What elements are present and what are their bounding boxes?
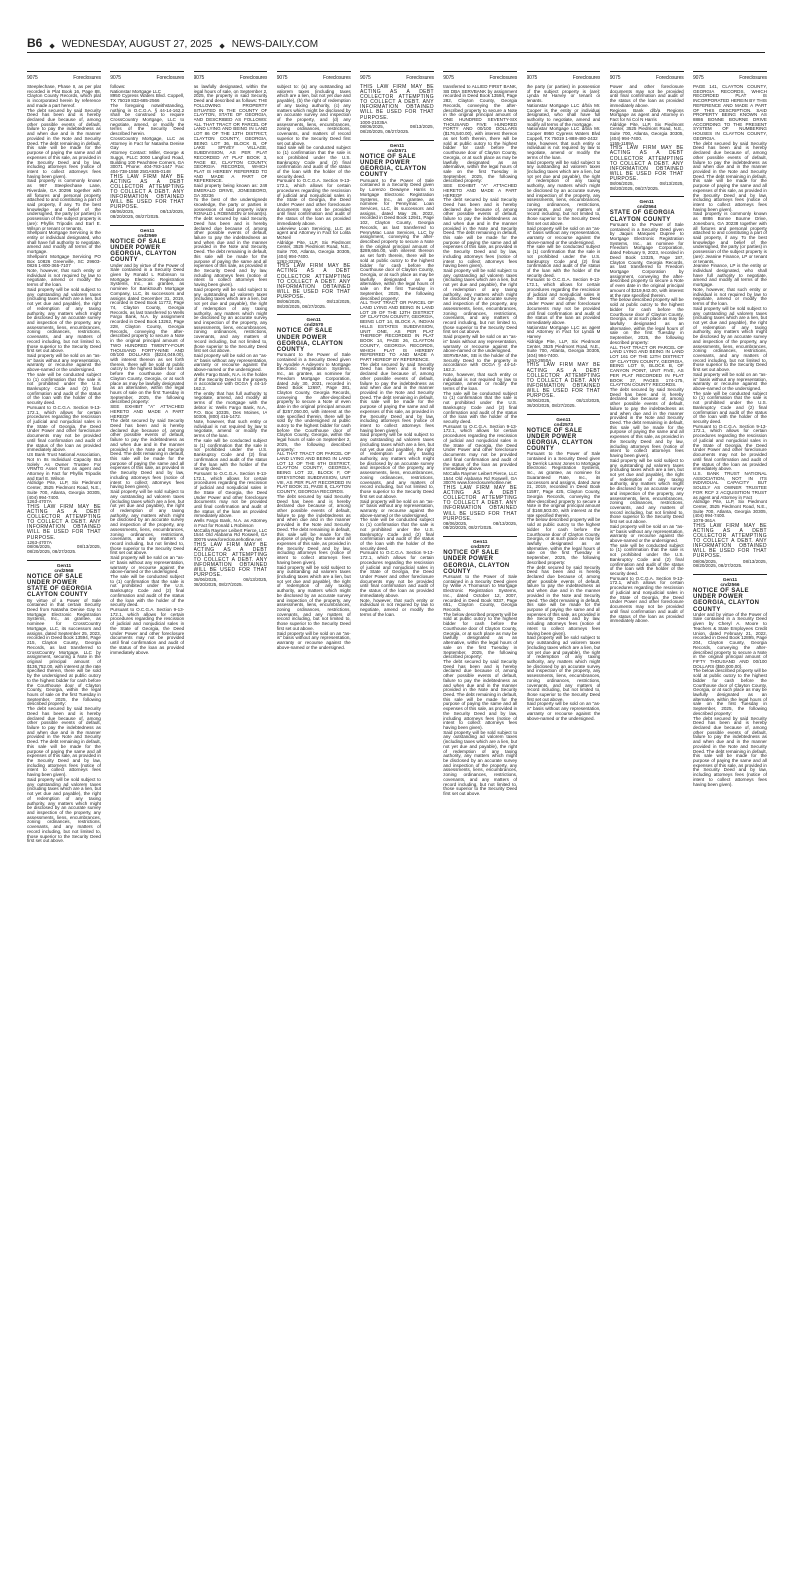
notice-code: cnd2569: [137, 233, 157, 239]
notice-paragraph: Wells Fargo Bank, N.A. as Attorney in Fact for Ronald L Robinson: [193, 518, 268, 528]
notice-paragraph: Pursuant to O.C.G.A. Section 9-13-172.1, which allows for certain procedures regarding the rescission of judicial and nonjudicial sales in the State of Georgia, the Deed Under Power and other foreclosure documents may not be provided until final confirmation and audit of the status of the loan as provided immediately above.: [443, 423, 518, 472]
notice-paragraph: Said property will be sold on an "as-is" basis without any representation, warranty or recourse against the above-named or the undersigned.: [110, 555, 185, 575]
debt-collector-disclaimer: THIS LAW FIRM MAY BE ACTING AS A DEBT COLLECTOR ATTEMPTING TO COLLECT A DEBT. ANY INFORMATION OBTAINED WILL BE USED FOR THAT PURPOSE.: [693, 522, 767, 560]
notice-paragraph: The sale will be conducted subject to (1) confirmation that the sale is not prohibited under the U.S. Bankruptcy Code and (2) final confirmation and audit of the status of the loan with the holder of the security deed.: [27, 371, 101, 406]
diamond-icon: ◆: [49, 43, 55, 50]
column-header: [443, 71, 517, 85]
debt-collector-disclaimer: THIS LAW FIRM MAY BE ACTING AS A DEBT COLLECTOR ATTEMPTING TO COLLECT A DEBT. ANY INFORMATION OBTAINED WILL BE USED FOR THAT PURPOSE.: [27, 503, 101, 541]
notice-paragraph: Under and by virtue of the Power of Sale contained in a Security Deed given by Ronald L Robinson to Mortgage Electronic Registration Systems, Inc., as grantee, as nominee for BankSouth Mortgage Company, LLC, its successors and assigns dated December 31, 2019, recorded in Deed Book 11772, Page 74, Clayton County, Georgia Records, as last transferred to Wells Fargo Bank, N.A. by assignment recorded in Deed Book 13262, Page 228, Clayton County, Georgia Records, conveying the after-described property to secure a Note in the original principal amount of TWO HUNDRED TWENTY-FOUR THOUSAND FORTY-NINE AND 00/100 DOLLARS ($224,049.00), with interest thereon as set forth therein, there will be sold at public outcry to the highest bidder for cash before the courthouse door of Clayton County, Georgia, or at such place as may be lawfully designated as an alternative, within the legal hours of sale on the first Tuesday in September, 2025, the following described property:: [110, 262, 185, 405]
notice-paragraph: Note, however, that such entity or individual is not required by law to negotiate, amend or modify the terms of the loan.: [27, 268, 101, 288]
notice-paragraph: SEE EXHIBIT "A" ATTACHED HERETO AND MADE A PART HEREOF: [110, 404, 185, 419]
notice-code: cnd2564: [637, 205, 657, 211]
notice-code: Gen11: [556, 417, 571, 423]
notice-paragraph: Said property will be sold subject to any outstanding ad valorem taxes (including taxes which are a lien, but not yet due and payable), the right of redemption of any taxing authority, any matters which might be disclosed by an accurate survey and inspection of the property, any assessments, liens, encumbrances, zoning ordinances, restrictions, covenants, and any matters of record including, but not limited to, those superior to the Security Deed first set out above.: [276, 564, 351, 631]
notice-code: Gen11: [639, 200, 654, 206]
legal-notices-columns: [27, 71, 767, 1579]
notice-paragraph: Pursuant to O.C.G.A. Section 9-13-172.1, which allows for certain procedures regarding the rescission of judicial and nonjudicial sales in the State of Georgia, the Deed Under Power and other foreclosure documents may not be provided until final confirmation and audit of the status of the loan as provided immediately above.: [193, 470, 268, 519]
notice-paragraph: Nationstar Mortgage LLC: [110, 88, 162, 94]
notice-title: STATE OF GEORGIA CLAYTON COUNTY: [27, 586, 92, 599]
section-label: Foreclosures: [156, 75, 185, 81]
notice-paragraph: follows:: [110, 84, 126, 89]
notice-paragraph: Lakeview Loan Servicing, LLC as agent and Attorney in Fact for Lolita McNeil: [276, 225, 351, 240]
notice-column: [194, 71, 268, 1579]
notice-paragraph: The debt secured by said Security Deed has been and is hereby declared due because of, among other possible events of default, failure to pay the indebtedness as and when due and in the manner provided in the Note and Security Deed. The debt remaining in default, this sale will be made for the purpose of paying the same and all expenses of this sale, as provided in the Security Deed and by law, including attorneys fees (notice of intent to collect attorneys fees having been given).: [693, 140, 767, 212]
column-body: [360, 85, 434, 617]
notice-paragraph: The debt secured by said Security Deed has been and is hereby declared due because of, among other possible events of default, failure to pay the indebtedness as and when due and in the manner provided in the Note and Security Deed. The debt remaining in default, this sale will be made for the purpose of paying the same and all expenses of this sale, as provided in the Security Deed and by law, including attorneys fees (notice of intent to collect attorneys fees having been given).: [693, 715, 767, 787]
notice-paragraph: 08/06/2025, 08/13/2025, 08/20/2025, 08/27/2025.: [443, 520, 518, 531]
masthead: [27, 36, 765, 53]
notice-code: Gen11: [140, 228, 155, 234]
debt-collector-disclaimer: THIS LAW FIRM MAY BE ACTING AS A DEBT COLLECTOR ATTEMPTING TO COLLECT A DEBT. ANY INFORMATION OBTAINED WILL BE USED FOR THAT PURPOSE.: [193, 541, 268, 579]
notice-paragraph: Said property will be sold on an "as-is" basis without any representation, warranty or recourse against the above-named or the undersigned.: [193, 352, 268, 373]
notice-paragraph: McCalla Raymer Leibert Pierce, LLC 1544 Old Alabama Rd Roswell, GA 30076 www.foreclosurehotline.net: [193, 527, 268, 542]
notice-paragraph: Under and by virtue of the Power of Sale contained in a Security Deed given by Cheryl A. Moore to Teachers & State Employees Credit Union, dated February 21, 2022, recorded in Deed Book 12895, Page 204, Clayton County, Georgia Records, conveying the after-described property to secure a Note in the original principal amount of FIFTY THOUSAND AND 00/100 DOLLARS ($50,000.00).: [693, 611, 767, 669]
notice-column: [443, 71, 517, 1579]
section-label: Foreclosures: [73, 75, 101, 81]
notice-paragraph: The sale will be conducted subject to (1) confirmation that the sale is not prohibited under the U.S. Bankruptcy Code and (2) final confirmation and audit of the status of the loan with the holder of the security deed.: [360, 517, 434, 551]
column-header: [27, 71, 101, 85]
notice-paragraph: The debt secured by said Security Deed has been and is hereby declared due because of, among other possible events of default, failure to pay the indebtedness as and when due and in the manner provided in the Note and Security Deed. The debt remaining in default, this sale will be made for the purpose of paying the same and all expenses of this sale, as provided in the Security Deed and by law, including attorneys fees (notice of intent to collect attorneys fees having been given).: [276, 493, 351, 565]
notice-paragraph: Said property will be sold on an "as-is" basis without any representation, warranty or recourse against the above-named or the undersigned.: [609, 523, 684, 543]
notice-divider: [277, 314, 351, 315]
notice-paragraph: Note, however, that such entity or individual is not required by law to negotiate, amend or modify the terms of the loan.: [443, 371, 518, 391]
notice-paragraph: 8950 Cypress Waters Blvd. Coppell, TX 75019 833-685-2566: [110, 93, 185, 104]
notice-paragraph: Said property will be sold subject to any outstanding ad valorem taxes (including taxes which are a lien, but not yet due and payable), the right of redemption of any taxing authority, any matters which might be disclosed by an accurate survey and inspection of the property, any assessments, liens, encumbrances, zoning ordinances, restrictions, covenants, and any matters of record including, but not limited to, those superior to the Security Deed first set out above.: [526, 635, 601, 702]
notice-title: NOTICE OF SALE UNDER POWER: [693, 587, 749, 601]
notice-divider: [360, 140, 434, 141]
column-body: [110, 85, 184, 655]
notice-paragraph: 1078-361A: [693, 518, 716, 524]
notice-paragraph: The sale will be conducted subject to (1) confirmation that the sale is not prohibited under the U.S. Bankruptcy Code and (2) final confirmation and audit of the status of the loan with the holder of the security deed.: [609, 542, 684, 577]
column-header: [194, 71, 268, 85]
notice-divider: [27, 560, 101, 561]
notice-paragraph: U.S. BANK TRUST NATIONAL ASSOCIATION, NOT IN ITS INDIVIDUAL CAPACITY BUT SOLELY AS OWNER TRUSTEE FOR RCF 2 ACQUISITION TRUST as agent and Attorney in Fact: [693, 470, 767, 500]
notice-code: Gen11: [473, 540, 488, 546]
notice-paragraph: 08/06/2025, 08/13/2025, 08/20/2025, 08/27/2025.: [193, 577, 268, 588]
notice-paragraph: The below described property will be sold at public outcry to the highest bidder for cash before the Courthouse door of Clayton County, Georgia, or at such place as may be lawfully designated as an alternative, within the legal hours of sale on the first Tuesday in September, 2025, the following described property:: [693, 668, 767, 716]
notice-paragraph: The debt secured by said Security Deed has been and is hereby declared due because of, among other possible events of default, failure to pay the indebtedness as and when due and in the manner provided in the Note and Security Deed. The debt remaining in default, this sale will be made for the purpose of paying the same and all expenses of this sale, as provided in the Security Deed and by law, including attorneys fees (notice of intent to collect attorneys fees having been given).: [27, 706, 101, 778]
notice-paragraph: transferred to ALLIED FIRST BANK, SB DBA SERVBANK by assignment recorded in Deed Book 13594, Page 282, Clayton County, Georgia Records, conveying the after-described property to secure a Note in the original principal amount of ONE HUNDRED SEVENTY-SIX THOUSAND FIVE HUNDRED FORTY AND 00/100 DOLLARS ($176,540.00), with interest thereon as set forth therein, there will be sold at public outcry to the highest bidder for cash before the courthouse door of Clayton County, Georgia, or at such place as may be lawfully designated as an alternative, within the legal hours of sale on the first Tuesday in September, 2025, the following described property:: [443, 84, 518, 184]
section-label: Foreclosures: [406, 75, 434, 81]
notice-paragraph: 08/06/2025, 08/13/2025, 08/20/2025, 08/27/2025.: [276, 298, 351, 309]
notice-paragraph: Said property will be sold on an "as-is" basis without any representation, warranty or recourse against the above-named or the undersigned.: [693, 371, 767, 391]
notice-paragraph: The sale will be conducted subject to (1) confirmation that the sale is not prohibited under the U.S. Bankruptcy Code and (2) final confirmation and audit of the status of the loan with the holder of the security deed.: [443, 390, 518, 425]
notice-title: NOTICE OF SALE UNDER POWER: [360, 153, 416, 167]
notice-paragraph: SERVBANK, SB is the holder of the Security Deed to the property in accordance with OCGA § 44-14-162.2.: [443, 352, 518, 373]
notice-paragraph: The debt secured by said Security Deed has been and is hereby declared due because of, among other possible events of default, failure to pay the indebtedness as and when due and in the manner provided in the Note and Security Deed. The debt remaining in default, this sale will be made for the purpose of paying the same and all expenses of this sale, as provided in the Security Deed and by law, including attorneys fees (notice of intent to collect attorneys fees having been given).: [360, 361, 434, 433]
notice-paragraph: Pursuant to O.C.G.A. Section 9-13-172.1, which allows for certain procedures regarding the rescission of judicial and nonjudicial sales in the State of Georgia, the Deed Under Power and other foreclosure documents may not be provided until final confirmation and audit of the status of the loan as provided immediately above.: [110, 607, 185, 655]
notice-paragraph: Said property will be sold subject to any outstanding ad valorem taxes (including taxes which are a lien, but not yet due and payable), the right of redemption of any taxing authority, any matters which might be disclosed by an accurate survey and inspection of the property, any assessments, liens, encumbrances, zoning ordinances, restrictions, covenants, and any matters of record including, but not limited to, those superior to the Security Deed first set out above.: [443, 729, 518, 797]
notice-paragraph: Said property will be sold subject to any outstanding ad valorem taxes (including taxes which are a lien, but not yet due and payable), the right of redemption of any taxing authority, any matters which might be disclosed by an accurate survey and inspection of the property, any assessments, liens, encumbrances, zoning ordinances, restrictions, covenants, and any matters of record including, but not limited to, those superior to the Security Deed first set out above.: [110, 489, 185, 556]
notice-paragraph: Note, however, that such entity or individual is not required by law to negotiate, amend or modify the terms of the loan.: [360, 597, 434, 617]
notice-paragraph: US Bank Trust National Association, Not In Its Individual Capacity But Solely As Owner Trustee For VRMTG Asset Trust as agent and Attorney in Fact for Phyllis Tripodis and Earl E. Wilson: [27, 452, 101, 481]
notice-paragraph: Shellpoint Mortgage Servicing PO Box 10826 Greenville, SC 29603-0826 1-800-365-7107: [27, 253, 101, 269]
notice-paragraph: Said property will be sold on an "as-is" basis without any representation, warranty or recourse against the above-named or the undersigned.: [360, 498, 434, 518]
debt-collector-disclaimer: THIS LAW FIRM MAY BE ACTING AS A DEBT COLLECTOR ATTEMPTING TO COLLECT A DEBT. ANY INFORMATION OBTAINED WILL BE USED FOR THAT PURPOSE.: [110, 173, 185, 211]
debt-collector-disclaimer: THIS LAW FIRM MAY BE ACTING AS A DEBT COLLECTOR ATTEMPTING TO COLLECT A DEBT. ANY INFORMATION OBTAINED WILL BE USED FOR THAT PURPOSE.: [360, 84, 434, 121]
notice-code: Gen11: [306, 318, 321, 324]
notice-paragraph: To the best of the undersigneds knowledge, the party or parties in possession of said property is/are RONALD L ROBINSON or tenant(s).: [193, 197, 268, 217]
notice-paragraph: Said property will be sold subject to any outstanding ad valorem taxes (including taxes which are a lien, but not yet due and payable), the right of redemption of any taxing authority, any matters which might be disclosed by an accurate survey and inspection of the property, any assessments, liens, encumbrances, zoning ordinances, restrictions, covenants, and any matters of record including, but not limited to, those superior to the Security Deed first set out above.: [693, 305, 767, 373]
notice-paragraph: Note, however, that such entity or individual is not required by law to negotiate, amend or modify the terms of the loan.: [193, 419, 268, 439]
notice-paragraph: Attorney Contact: Miller, George & Suggs, PLLC 3000 Langford Road, Building 100 Peachtree Corners, GA 30071 Phone: 404-793-1447 Fax: 404-738-1558 25GA935-0148: [110, 150, 185, 174]
notice-paragraph: Nationstar Mortgage LLC as agent and Attorney in Fact for Lynda M Harvey: [526, 324, 601, 340]
notice-paragraph: The debt secured by said Security Deed has been and is hereby declared due because of, among other possible events of default, failure to pay the indebtedness as and when due and in the manner provided in the Note and Security Deed. The debt remaining in default, this sale will be made for the purpose of paying the same and all expenses of this sale, as provided in the Security Deed and by law, including attorneys fees (notice of intent to collect attorneys fees having been given).: [110, 418, 185, 490]
notice-paragraph: The debt secured by said Security Deed has been and is hereby declared due because of, among other possible events of default, failure to pay the indebtedness as and when due and in the manner provided in the Note and Security Deed. The debt remaining in default, this sale will be made for the purpose of paying the same and all expenses of this sale, as provided in the Security Deed and by law, including attorneys fees (notice of intent to collect attorneys fees having been given).: [443, 197, 518, 269]
notice-paragraph: The sale will be conducted subject to (1) confirmation that the sale is not prohibited under the U.S. Bankruptcy Code and (2) final confirmation and audit of the status of the loan with the holder of the security deed.: [693, 390, 767, 425]
notice-paragraph: The below described property will be sold at public outcry to the highest bidder for cash before the Courthouse door of Clayton County, Georgia, or at such place as may be lawfully designated as an alternative, within the legal hours of sale on the first Tuesday in September, 2025, the following described property:: [443, 611, 518, 660]
notice-code: cnd2572: [470, 545, 490, 551]
notice-paragraph: Aldridge Pite, LLP, Six Piedmont Center, 3525 Piedmont Road, N.E., Suite 700, Atlanta, Georgia 30305, (404) 994-7400.: [609, 121, 684, 141]
notice-paragraph: Pursuant to O.C.G.A. Section 9-13-172.1, which allows for certain procedures regarding the rescission of judicial and nonjudicial sales in the State of Georgia, the Deed Under Power and other foreclosure documents may not be provided until final confirmation and audit of the status of the loan as provided immediately above.: [609, 575, 684, 624]
notice-title: GEORGIA, CLAYTON COUNTY: [443, 562, 510, 575]
debt-collector-disclaimer: THIS LAW FIRM MAY BE ACTING AS A DEBT COLLECTOR ATTEMPTING TO COLLECT A DEBT. ANY INFORMATION OBTAINED WILL BE USED FOR THAT PURPOSE.: [443, 485, 518, 522]
notice-paragraph: 08/06/2025, 08/13/2025, 08/20/2025, 08/27/2025.: [693, 558, 767, 569]
notice-paragraph: Said sale will be conducted subject to (1) confirmation that the sale is not prohibited under the U.S. Bankruptcy Code and (2) final confirmation and audit of the status of the loan with the holder of the security deed.: [276, 145, 351, 179]
notice-paragraph: Jeanine Finance, LP is the entity or individual designated, who shall have full authority to negotiate, amend and modify all terms of the mortgage.: [693, 263, 767, 288]
notice-paragraph: PAGE 141, CLAYTON COUNTY, GEORGIA RECORDS, WHICH RECORDED PLAT IS INCORPORATED HEREIN BY THIS REFERENCE AND MADE A PART OF THIS DESCRIPTION. SAID PROPERTY BEING KNOWN AS 8886 BONNE BOURNE DRIVE ACCORDING TO THE PRESENT SYSTEM OF NUMBERING HOUSES IN CLAYTON COUNTY, GEORGIA.: [693, 84, 767, 141]
notice-paragraph: 1263-2650A: [526, 357, 552, 363]
notice-paragraph: Aldridge Pite, LLP, Six Piedmont Center, 3525 Piedmont Road, N.E., Suite 700, Atlanta, Georgia 30305, (404) 994-7400.: [526, 338, 601, 358]
notice-code: cnd2568: [54, 568, 74, 574]
notice-divider: [610, 196, 684, 197]
section-code: 9075: [193, 75, 205, 81]
notice-title: GEORGIA, CLAYTON COUNTY: [693, 600, 760, 613]
column-body: [277, 85, 351, 651]
column-header: [277, 71, 351, 85]
notice-paragraph: Shellpoint Mortgage Servicing is the entity or individual designated, who shall have full authority to negotiate, amend and modify all terms of the mortgage.: [27, 230, 101, 255]
notice-title: NOTICE OF SALE UNDER POWER: [526, 427, 583, 440]
notice-title: NOTICE OF SALE UNDER POWER: [27, 573, 83, 586]
section-code: 9075: [693, 75, 704, 81]
notice-paragraph: Pursuant to the Power of Sale contained in a Security Deed given by Ayodele A Adeyemi to Mortgage Electronic Registration Systems, Inc., as grantee, as nominee for Freedom Mortgage Corporation, dated July 30, 2021, recorded in Deed Book 12697, Page 381, Clayton County, Georgia Records, conveying the after-described property to secure a Note of even date in the original principal amount of $257,050.00, with interest at the rate specified therein, there will be sold by the undersigned at public outcry to the highest bidder for cash before the Courthouse door of Clayton County, Georgia, within the legal hours of sale on September 2, 2025, the following described property:: [276, 352, 351, 452]
notice-column: [693, 71, 767, 1579]
section-label: Foreclosures: [739, 75, 767, 81]
notice-paragraph: Note, however, that such entity or individual is not required by law to negotiate, amend or modify the terms of the loan.: [693, 286, 767, 307]
notice-paragraph: 1263-4707A: [27, 499, 52, 505]
notice-paragraph: Said property will be sold on an "as-is" basis without any representation, warranty or recourse against the above-named or the undersigned.: [27, 352, 101, 373]
notice-paragraph: Pursuant to O.C.G.A. Section 9-13-172.1, which allows for certain procedures regarding the rescission of judicial and nonjudicial sales in the State of Georgia, the Deed Under Power and other foreclosure documents may not be provided until final confirmation and audit of the status of the loan as provided immediately above.: [360, 550, 434, 598]
notice-paragraph: Pursuant to the Power of Sale contained in a Security Deed given by Jaquis Marques Dupree to Mortgage Electronic Registration Systems, Inc., as nominee for Freedom Mortgage Corporation, dated February 9, 2023, recorded in Deed Book 13325, Page 187, Clayton County, Georgia Records, as last transferred to Freedom Mortgage Corporation by assignment, conveying the after-described property to secure a Note of even date in the original principal amount of $219,942.00, with interest at the rate specified therein.: [609, 221, 684, 298]
notice-paragraph: Note, however, that such entity or individual is not required by law to negotiate, amend or modify the terms of the loan.: [526, 140, 601, 160]
notice-paragraph: McCalla Raymer Leibert Pierce, LLC 1544 Old Alabama Rd Roswell, GA 30076 www.foreclosurehotline.net: [443, 470, 518, 486]
debt-collector-disclaimer: THIS LAW FIRM MAY BE ACTING AS A DEBT COLLECTOR ATTEMPTING TO COLLECT A DEBT. ANY INFORMATION OBTAINED WILL BE USED FOR THAT PURPOSE.: [609, 145, 684, 182]
notice-paragraph: Steeplechase, Phase II, as per plat recorded in Plat Book 16, Page 88, Clayton County Records, which plat is incorporated herein by reference and made a part hereof.: [27, 84, 101, 108]
notice-paragraph: SEE EXHIBIT "A" ATTACHED HERETO AND MADE A PART HEREOF: [443, 183, 518, 198]
issue-date: WEDNESDAY, AUGUST 27, 2025: [61, 39, 213, 50]
notice-paragraph: Said property will be sold subject to any outstanding ad valorem taxes (including taxes which are a lien, but not yet due and payable), the right of redemption of any taxing authority, any matters which might be disclosed by an accurate survey and inspection of the property, any assessments, liens, encumbrances, zoning ordinances, restrictions, covenants, and any matters of record including, but not limited to, those superior to the Security Deed first set out above.: [609, 457, 684, 525]
notice-paragraph: 08/06/2025, 08/13/2025, 08/20/2025, 08/27/2025.: [110, 209, 185, 220]
section-code: 9075: [526, 75, 538, 81]
notice-paragraph: Pursuant to O.C.G.A. Section 9-13-172.1, which allows for certain procedures regarding the rescission of judicial and nonjudicial sales in the State of Georgia, the Deed Under Power and other foreclosure documents may not be provided until final confirmation and audit of the status of the loan as provided immediately above.: [693, 423, 767, 472]
notice-title: NOTICE OF SALE UNDER POWER: [443, 550, 500, 563]
diamond-icon: ◆: [219, 43, 225, 50]
notice-paragraph: ALL THAT TRACT OR PARCEL OF LAND LYING AND BEING IN LAND LOT 12 OF THE 6TH DISTRICT, CLAYTON COUNTY, GEORGIA, BEING LOT 22, BLOCK F, OF GREYSTONE SUBDIVISION, UNIT VIII, AS PER PLAT RECORDED IN PLAT BOOK 31, PAGE 8, CLAYTON COUNTY, GEORGIA RECORDS.: [276, 451, 351, 495]
notice-paragraph: The sale will be conducted subject to (1) confirmation that the sale is not prohibited under the U.S. Bankruptcy Code and (2) final confirmation and audit of the status of the loan with the holder of the security deed.: [110, 574, 185, 608]
notice-paragraph: The below described property will be sold at public outcry to the highest bidder for cash before the Courthouse door of Clayton County, Georgia, or at such place as may be lawfully designated as an alternative, within the legal hours of sale on the first Tuesday in September, 2025, the following described property:: [526, 517, 601, 565]
notice-paragraph: Said property will be sold on an "as-is" basis without any representation, warranty or recourse against the above-named or the undersigned.: [443, 334, 518, 354]
notice-paragraph: ALL THAT TRACT OR PARCEL OF LAND LYING AND BEING IN LAND LOT 161 OF THE 12TH DISTRICT OF CLAYTON COUNTY, GEORGIA, BEING LOT 9, BLOCK B, OF CANYON POINT, UNIT FIVE, AS PER PLAT RECORDED IN PLAT BOOK 37, PAGES 174-175, CLAYTON COUNTY RECORDS.: [609, 344, 684, 388]
notice-paragraph: Said property will be sold subject to any outstanding ad valorem taxes (including taxes which are a lien, but not yet due and payable), the right of redemption of any taxing authority, any matters which might be disclosed by an accurate survey and inspection of the property, any assessments, liens, encumbrances, zoning ordinances, restrictions, covenants, and any matters of record including, but not limited to, those superior to the Security Deed first set out above.: [27, 286, 101, 354]
notice-title: GEORGIA, CLAYTON COUNTY: [526, 439, 593, 453]
notice-paragraph: The debt secured by said Security Deed has been and is hereby declared due because of, among other possible events of default, failure to pay the indebtedness as and when due and in the manner provided in the Note and Security Deed. The debt remaining in default, this sale will be made for the purpose of paying the same and all expenses of this sale, as provided in the Security Deed and by law, including attorneys fees (notice of intent to collect attorneys fees having been given).: [526, 564, 601, 636]
column-header: [610, 71, 684, 85]
column-body: [693, 85, 767, 787]
section-code: 9075: [609, 75, 621, 81]
section-label: Foreclosures: [572, 75, 601, 81]
notice-paragraph: Said property will be sold subject to any outstanding ad valorem taxes (including taxes which are a lien, but not yet due and payable), the right of redemption of any taxing authority, any matters which might be disclosed by an accurate survey and inspection of the property, any assessments, liens, encumbrances, zoning ordinances, restrictions, covenants, and any matters of record including, but not limited to, those superior to the Security Deed first set out above.: [27, 776, 101, 844]
notice-paragraph: The debt secured by said Security Deed has been and is hereby declared due because of, among other possible events of default, failure to pay the indebtedness as and when due and in the manner provided in the Note and Security Deed. The debt remaining in default, this sale will be made for the purpose of paying the same and all expenses of this sale, as provided in the Security Deed and by law, including attorneys fees (notice of intent to collect attorneys fees having been given).: [443, 658, 518, 730]
notice-code: cnd2573: [553, 422, 574, 428]
notice-code: cnd2570: [304, 323, 324, 329]
notice-paragraph: The debt secured by said Security Deed has been and is hereby declared due because of, among other possible events of default, failure to pay the indebtedness as and when due and in the manner provided in the Note and Security Deed. The debt remaining in default, this sale will be made for the purpose of paying the same and all expenses of this sale, as provided in the Security Deed and by law, including attorneys fees (notice of intent to collect attorneys fees having been given).: [609, 387, 684, 459]
notice-paragraph: Said property will be sold on an "as-is" basis without any representation, warranty or recourse against the above-named or the undersigned.: [526, 225, 601, 245]
notice-title: GEORGIA, CLAYTON COUNTY: [110, 251, 177, 264]
notice-column: [527, 71, 601, 1579]
column-body: [443, 85, 517, 797]
notice-paragraph: Regions Bank d/b/a Regions Mortgage as agent and Attorney in Fact for Ni Col N Harris: [609, 107, 684, 123]
notice-paragraph: The sale will be conducted subject to (1) confirmation that the sale is not prohibited under the U.S. Bankruptcy Code and (2) final confirmation and audit of the status of the loan with the holder of the security deed.: [193, 437, 268, 472]
debt-collector-disclaimer: THIS LAW FIRM MAY BE ACTING AS A DEBT COLLECTOR ATTEMPTING TO COLLECT A DEBT. ANY INFORMATION OBTAINED WILL BE USED FOR THAT PURPOSE.: [276, 263, 351, 300]
section-code: 9075: [443, 75, 454, 81]
notice-paragraph: Aldridge Pite, LLP, Six Piedmont Center, 3525 Piedmont Road, N.E., Suite 700, Atlanta, Georgia 30305, (404) 994-7400.: [276, 239, 351, 259]
column-body: [610, 85, 684, 624]
debt-collector-disclaimer: THIS LAW FIRM MAY BE ACTING AS A DEBT COLLECTOR ATTEMPTING TO COLLECT A DEBT. ANY INFORMATION OBTAINED WILL BE USED FOR THAT PURPOSE.: [526, 362, 601, 399]
notice-paragraph: Said property will be sold subject to any outstanding ad valorem taxes (including taxes which are a lien, but not yet due and payable), the right of redemption of any taxing authority, any matters which might be disclosed by an accurate survey and inspection of the property, any assessments, liens, encumbrances, zoning ordinances, restrictions, covenants, and any matters of record including, but not limited to, those superior to the Security Deed first set out above.: [443, 268, 518, 335]
notice-paragraph: Said property will be sold subject to any outstanding ad valorem taxes (including taxes which are a lien, but not yet due and payable), the right of redemption of any taxing authority, any matters which might be disclosed by an accurate survey and inspection of the property, any assessments, liens, encumbrances, zoning ordinances, restrictions, covenants, and any matters of record including, but not limited to, those superior to the Security Deed first set out above.: [193, 286, 268, 354]
notice-column: [610, 71, 684, 1579]
notice-paragraph: The foregoing notwithstanding, nothing in O.C.G.A. § 44-14-162.2 shall be construed to require CrossCountry Mortgage, LLC to negotiate, amend, or modify the terms of the Security Deed described herein.: [110, 102, 185, 137]
notice-title: NOTICE OF SALE UNDER POWER: [276, 328, 333, 341]
notice-paragraph: ALL THAT TRACT OR PARCEL OF LAND LYING AND BEING IN LAND LOT 29 OF THE 12TH DISTRICT OF CLAYTON COUNTY, GEORGIA, BEING LOT 14, BLOCK A, INDIAN HILLS ESTATES SUBDIVISION, UNIT ONE, AS PER PLAT THEREOF RECORDED IN PLAT BOOK 14, PAGE 26, CLAYTON COUNTY, GEORGIA RECORDS, WHICH PLAT IS HEREBY REFERRED TO AND MADE A PART HEREOF BY REFERENCE.: [360, 300, 434, 362]
notice-paragraph: 1155-1189A: [609, 140, 634, 146]
notice-code: Gen11: [389, 143, 405, 149]
notice-paragraph: 08/06/2025, 08/13/2025, 08/20/2025, 08/27/2025.: [360, 124, 434, 135]
notice-paragraph: The entity that has full authority to negotiate, amend, and modify all terms of the mortgage with the debtor is: Wells Fargo Bank, N.A., P.O. Box 10335, Des Moines, IA 50306, (800) 416-1472.: [193, 390, 268, 420]
notice-code: Gen11: [56, 563, 72, 569]
notice-code: cnd2566: [720, 582, 740, 588]
notice-divider: [693, 574, 767, 575]
column-body: [27, 85, 101, 844]
notice-code: cnd2571: [387, 148, 407, 154]
notice-paragraph: Said property is commonly known as 8886 Bonne Bourne Drive, Jonesboro, GA 30238 together with all fixtures and personal property attached to and constituting a part of said property, if any. To the best knowledge and belief of the undersigned, the party (or parties) in possession of the subject property is (are): Jeanine Finance, LP or tenant or tenants.: [693, 211, 767, 264]
section-code: 9075: [276, 75, 288, 81]
notice-paragraph: Wells Fargo Bank, N.A. is the holder of the Security Deed to the property in accordance with OCGA § 44-14-162.2.: [193, 371, 268, 391]
notice-title: GEORGIA, CLAYTON COUNTY: [360, 166, 427, 179]
notice-paragraph: Pursuant to the Power of Sale contained in a Security Deed given by Lorenzo Dewayne Harris to Mortgage Electronic Registration Systems, Inc., as grantee, as nominee for Pennymac Loan Services, LLC, its successors and assigns, dated May 26, 2022, recorded in Deed Book 12941, Page 102, Clayton County, Georgia Records, as last transferred to PennyMac Loan Services, LLC by assignment, conveying the after-described property to secure a Note in the original principal amount of $289,656.00, with interest thereon as set forth therein, there will be sold at public outcry to the highest bidder for cash before the Courthouse door of Clayton County, Georgia, or at such place as may be lawfully designated as an alternative, within the legal hours of sale on the first Tuesday in September, 2025, the following described property:: [360, 177, 434, 301]
notice-paragraph: Said property will be sold subject to any outstanding ad valorem taxes (including taxes which are a lien, but not yet due and payable), the right of redemption of any taxing authority, any matters which might be disclosed by an accurate survey and inspection of the property, any assessments, liens, encumbrances, zoning ordinances, restrictions, covenants, and any matters of record including, but not limited to, those superior to the Security Deed first set out above.: [526, 159, 601, 226]
notice-paragraph: 08/06/2025, 08/13/2025, 08/20/2025, 08/27/2025.: [27, 544, 101, 555]
notice-paragraph: Power and other foreclosure documents may not be provided until final confirmation and audit of the status of the loan as provided immediately above.: [609, 84, 684, 108]
notice-column: [277, 71, 351, 1579]
notice-paragraph: Said property will be sold on an "as-is" basis without any representation, warranty or recourse against the above-named or the undersigned.: [276, 630, 351, 650]
notice-paragraph: Aldridge Pite, LLP, Six Piedmont Center, 3525 Piedmont Road, N.E., Suite 700, Atlanta, Georgia 30305, (404) 994-7400.: [693, 499, 767, 519]
section-code: 9075: [360, 75, 371, 81]
notice-paragraph: Nationstar Mortgage LLC d/b/a Mr. Cooper is the entity or individual designated, who shall have full authority to negotiate, amend and modify all terms of the mortgage.: [526, 102, 601, 127]
section-label: Foreclosures: [239, 75, 268, 81]
column-header: [360, 71, 434, 85]
notice-paragraph: Pursuant to O.C.G.A. Section 9-13-172.1, which allows for certain procedures regarding the rescission of judicial and nonjudicial sales in the State of Georgia, the Deed Under Power and other foreclosure documents may not be provided until final confirmation and audit of the status of the loan as provided immediately above.: [526, 277, 601, 325]
notice-paragraph: 1000-21035A: [360, 119, 388, 125]
notice-paragraph: 1263-4707A: [27, 539, 52, 545]
notice-paragraph: Said property will be sold on an "as-is" basis without any representation, warranty or recourse against the above-named or the undersigned.: [526, 701, 601, 721]
notice-paragraph: as lawfully designated, within the legal hours of sale, on September 2, 2025, the property in said Security Deed and described as follows: THE FOLLOWING PROPERTY SITUATED IN THE COUNTY OF CLAYTON, STATE OF GEORGIA, AND DESCRIBED AS FOLLOWS: ALL THAT TRACT OR PARCEL OF LAND LYING AND BEING IN LAND LOT 86 OF THE 13TH DISTRICT, CLAYTON COUNTY, GEORGIA, BEING LOT 36, BLOCK B, OF LAKE SPIVEY VILLAGE, SUBDIVISION, AS PER PLAT RECORDED AT PLAT BOOK 3, PAGE 82, CLAYTON COUNTY, GEORGIA RECORDS, WHICH PLAT IS HEREBY REFERRED TO AND MADE A PART OF REFERENCE.: [193, 84, 268, 184]
notice-paragraph: The sale will be conducted subject to (1) confirmation that the sale is not prohibited under the U.S. Bankruptcy Code and (2) final confirmation and audit of the status of the loan with the holder of the security deed.: [526, 244, 601, 278]
notice-divider: [527, 414, 601, 415]
notice-paragraph: The below described property will be sold at public outcry to the highest bidder for cash before the Courthouse door of Clayton County, Georgia, or at such place as may be lawfully designated as an alternative, within the legal hours of sale on the first Tuesday in September, 2025, the following described property:: [609, 297, 684, 345]
notice-divider: [110, 225, 184, 226]
notice-column: [110, 71, 184, 1579]
column-header: [527, 71, 601, 85]
notice-paragraph: The debt secured by said Security Deed has been and is hereby declared due because of, among other possible events of default, failure to pay the indebtedness as and when due and in the manner provided in the Note and Security Deed. The debt remaining in default, this sale will be made for the purpose of paying the same and all expenses of this sale, as provided in the Security Deed and by law, including attorneys fees (notice of intent to collect attorneys fees having been given).: [27, 107, 101, 179]
notice-paragraph: Said property is commonly known as 967 Steeplechase Lane, Riverdale, GA 30296 together with all fixtures and personal property attached to and constituting a part of said property, if any. To the best knowledge and belief of the undersigned, the party (or parties) in possession of the subject property is (are): Phyllis Tripodis and Earl E. Wilson or tenant or tenants.: [27, 178, 101, 231]
notice-paragraph: By virtue of a Power of Sale contained in that certain Security Deed from Natasha Denise Gay to Mortgage Electronic Registration Systems, Inc., as grantee, as nominee for CrossCountry Mortgage, LLC, its successors and assigns, dated September 25, 2023, recorded in Deed Book 13594, Page 215, Clayton County, Georgia Records, as last transferred to CrossCountry Mortgage, LLC by assignment, securing a Note in the original principal amount of $136,752.00, with interest at the rate specified therein, there will be sold by the undersigned at public outcry to the highest bidder for cash before the Courthouse door of Clayton County, Georgia, within the legal hours of sale on the first Tuesday in September, 2025, the following described property:: [27, 597, 101, 707]
notice-paragraph: Pursuant to O.C.G.A. Section 9-13-172.1, which allows for certain procedures regarding the rescission of judicial and nonjudicial sales in the State of Georgia, the Deed Under Power and other foreclosure documents may not be provided until final confirmation and audit of the status of the loan as provided immediately above.: [276, 178, 351, 226]
notice-paragraph: Pursuant to O.C.G.A. Section 9-13-172.1, which allows for certain procedures regarding the rescission of judicial and nonjudicial sales in the State of Georgia, the Deed Under Power and other foreclosure documents may not be provided until final confirmation and audit of the status of the loan as provided immediately above.: [27, 404, 101, 453]
notice-title: NOTICE OF SALE UNDER POWER: [110, 238, 167, 251]
notice-title: GEORGIA, CLAYTON COUNTY: [276, 340, 344, 354]
notice-paragraph: subject to: (a) any outstanding ad valorem taxes (including taxes which are a lien, but not yet due and payable), (b) the right of redemption of any taxing authority, (c) any matters which might be disclosed by an accurate survey and inspection of the property, and (d) any assessments, liens, encumbrances, zoning ordinances, restrictions, covenants, and matters of record superior to the Security Deed first set out above.: [276, 84, 351, 146]
notice-paragraph: 08/06/2025, 08/13/2025, 08/20/2025, 08/27/2025.: [526, 398, 601, 408]
notice-paragraph: CrossCountry Mortgage, LLC as Attorney in Fact for Natasha Denise Gay: [110, 135, 185, 151]
column-header: [693, 71, 767, 85]
notice-paragraph: The debt secured by said Security Deed has been and is hereby declared due because of, among other possible events of default, failure to pay the indebtedness as and when due and in the manner provided in the Note and Security Deed. The debt remaining in default, this sale will be made for the purpose of paying the same and all expenses of this sale, as provided in the Security Deed and by law, including attorneys fees (notice of intent to collect attorneys fees having been given).: [193, 216, 268, 288]
page-number: B6: [27, 36, 43, 50]
notice-paragraph: the party (or parties) in possession of the subject property is (are): Lynda M Harvey or tenant or tenants.: [526, 84, 601, 104]
notice-divider: [443, 536, 517, 537]
section-label: Foreclosures: [656, 75, 684, 81]
site-name: NEWS-DAILY.COM: [231, 39, 319, 50]
notice-paragraph: Said property being known as: 249 EMERALD DRIVE, JONESBORO, GA 30236: [193, 183, 268, 198]
notice-paragraph: Pursuant to the Power of Sale contained in a Security Deed given by Willie A Thomason to Mortgage Electronic Registration Systems, Inc., dated October 12, 2007, recorded in Deed Book 9337, Page 651, Clayton County, Georgia Records.: [443, 574, 518, 613]
notice-title: STATE OF GEORGIA CLAYTON COUNTY: [609, 210, 675, 223]
notice-paragraph: 1262-3228A: [276, 258, 302, 264]
column-header: [110, 71, 184, 85]
section-code: 9075: [27, 75, 38, 81]
notice-paragraph: Pursuant to the Power of Sale contained in a Security Deed given by Derrick Lamar Jones to Mortgage Electronic Registration Systems, Inc., as grantee, as nominee for Guaranteed Rate, Inc., its successors and assigns, dated June 21, 2019, recorded in Deed Book 11597, Page 425, Clayton County, Georgia Records, conveying the after-described property to secure a Note in the original principal amount of $168,503.00, with interest at the rate specified therein.: [526, 451, 601, 518]
section-label: Foreclosures: [323, 75, 351, 81]
section-code: 9075: [110, 75, 121, 81]
notice-paragraph: Said property will be sold subject to any outstanding ad valorem taxes (including taxes which are a lien, but not yet due and payable), the right of redemption of any taxing authority, any matters which might be disclosed by an accurate survey and inspection of the property, any assessments, liens, encumbrances, zoning ordinances, restrictions, covenants, and any matters of record including, but not limited to, those superior to the Security Deed first set out above.: [360, 432, 434, 499]
notice-paragraph: Aldridge Pite, LLP, Six Piedmont Center, 3525 Piedmont Road, N.E., Suite 700, Atlanta, Georgia 30305, (404) 994-7400.: [27, 480, 101, 500]
notice-paragraph: 08/06/2025, 08/13/2025, 08/20/2025, 08/27/2025.: [609, 181, 684, 191]
column-body: [194, 85, 268, 588]
notice-code: Gen11: [722, 577, 738, 583]
notice-column: [360, 71, 434, 1579]
notice-paragraph: Nationstar Mortgage LLC d/b/a Mr. Cooper 8950 Cypress Waters Blvd Coppell, TX 75019 1-888-480-2432: [526, 126, 601, 141]
section-label: Foreclosures: [489, 75, 518, 81]
column-body: [527, 85, 601, 721]
notice-column: [27, 71, 101, 1579]
